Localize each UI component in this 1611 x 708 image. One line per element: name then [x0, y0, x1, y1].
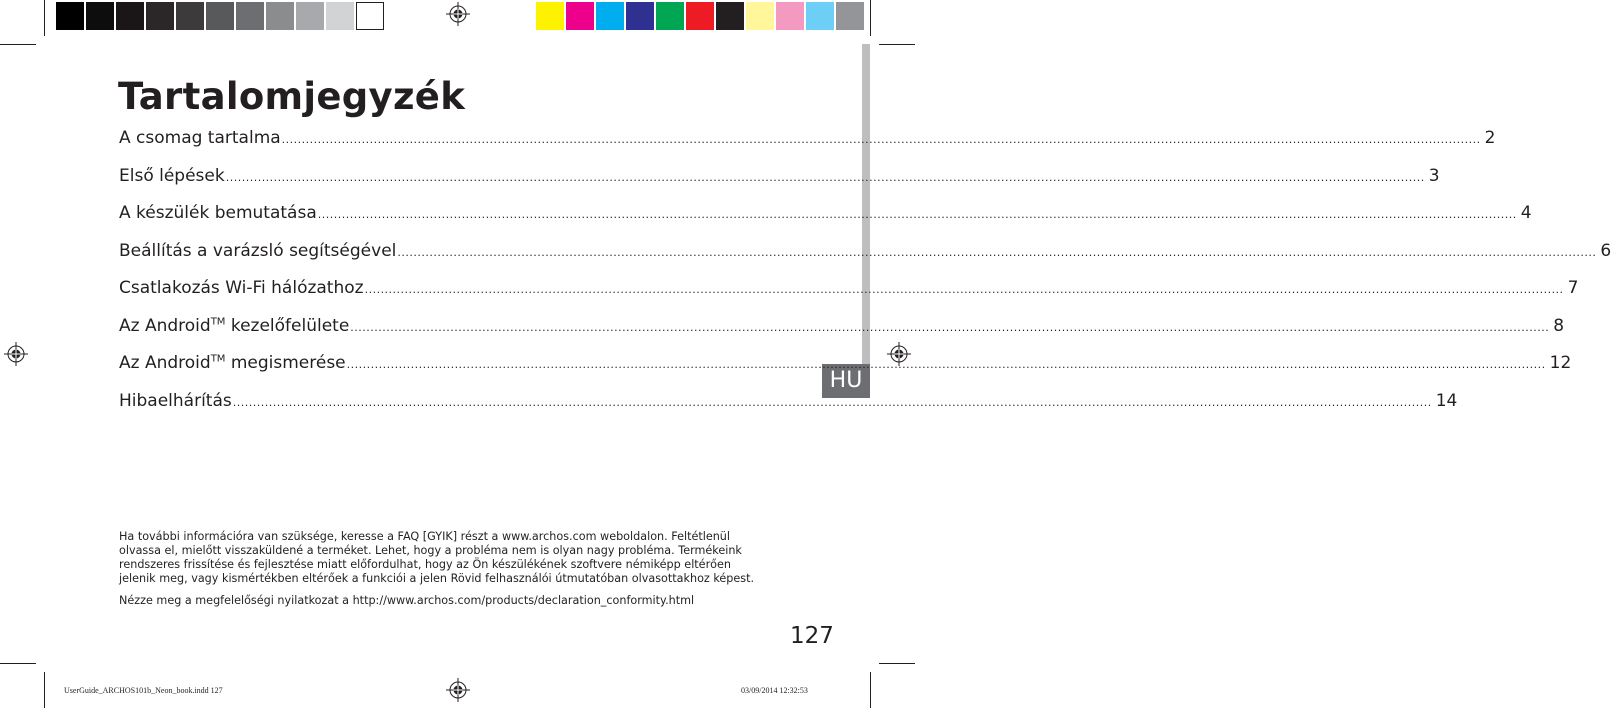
color-swatch: [626, 2, 654, 30]
color-swatch: [206, 2, 234, 30]
color-swatch: [326, 2, 354, 30]
toc-leader-dots: ............................................................................................................................................................................................................................................................................................................: [225, 170, 1425, 184]
toc-page-number: 6: [1600, 240, 1611, 261]
color-swatch: [356, 2, 384, 30]
color-swatch: [176, 2, 204, 30]
info-line: olvassa el, mielőtt visszaküldené a terméket. Lehet, hogy a probléma nem is olyan nagy probléma. Termékeink: [119, 544, 742, 557]
registration-mark-icon: [446, 2, 470, 26]
toc-leader-dots: ............................................................................................................................................................................................................................................................................................................: [317, 208, 1517, 221]
crop-mark-bottom-right-vertical: [870, 672, 871, 708]
trademark-superscript: TM: [210, 353, 226, 365]
crop-mark-bottom-left-vertical: [44, 672, 45, 708]
toc-entry-label: A csomag tartalma: [119, 128, 281, 148]
chapter-side-bar: [862, 44, 870, 364]
info-line: jelenik meg, vagy kismértékben eltérőek a funkciói a jelen Rövid felhasználói útmutatóban olvasottakhoz képest.: [119, 572, 755, 585]
color-swatch: [596, 2, 624, 30]
toc-page-number: 12: [1549, 353, 1572, 373]
color-swatch: [806, 2, 834, 30]
toc-entry[interactable]: [119, 353, 1572, 377]
color-swatch: [836, 2, 864, 30]
trademark-superscript: TM: [210, 315, 226, 327]
color-swatch: [296, 2, 324, 30]
toc-leader-dots: ............................................................................................................................................................................................................................................................................................................: [397, 245, 1597, 259]
color-swatch: [656, 2, 684, 30]
toc-leader-dots: ............................................................................................................................................................................................................................................................................................................: [281, 133, 1481, 146]
language-tab: HU: [822, 364, 870, 398]
page-title: Tartalomjegyzék: [118, 75, 466, 118]
color-swatch: [86, 2, 114, 30]
toc-page-number: 7: [1567, 278, 1579, 298]
color-swatch: [716, 2, 744, 30]
color-swatch: [566, 2, 594, 30]
toc-page-number: 4: [1520, 203, 1532, 223]
toc-page-number: 2: [1484, 128, 1496, 148]
toc-leader-dots: ............................................................................................................................................................................................................................................................................................................: [350, 320, 1550, 334]
toc-entry-label: Az Android™ megismerése: [119, 353, 346, 373]
toc-entry[interactable]: [119, 165, 1440, 190]
toc-entry[interactable]: [119, 390, 1458, 415]
toc-entry-label: Hibaelhárítás: [119, 390, 232, 411]
color-swatch: [146, 2, 174, 30]
page-number: 127: [790, 623, 834, 649]
toc-entry-label: Csatlakozás Wi-Fi hálózathoz: [119, 278, 364, 298]
declaration-line: Nézze meg a megfelelőségi nyilatkozat a http://www.archos.com/products/declaration_conformity.html: [119, 594, 695, 607]
toc-page-number: 8: [1553, 315, 1565, 336]
slug-file-info: UserGuide_ARCHOS101b_Neon_book.indd 127: [64, 686, 223, 695]
toc-entry[interactable]: [119, 278, 1579, 302]
crop-mark-top-right-horizontal: [879, 44, 915, 45]
color-swatch: [776, 2, 804, 30]
color-swatch: [266, 2, 294, 30]
crop-mark-bottom-right-horizontal: [879, 663, 915, 664]
color-swatch: [686, 2, 714, 30]
color-bar: [536, 2, 866, 30]
toc-entry[interactable]: [119, 240, 1611, 265]
info-line: rendszeres frissítése és fejlesztése miatt előfordulhat, hogy az Ön készülékének szoftvere némiképp eltérően: [119, 558, 731, 571]
crop-mark-bottom-left-horizontal: [0, 663, 36, 664]
color-swatch: [236, 2, 264, 30]
color-swatch: [116, 2, 144, 30]
toc-entry[interactable]: [119, 315, 1565, 340]
toc-page-number: 3: [1428, 165, 1440, 186]
toc-leader-dots: ............................................................................................................................................................................................................................................................................................................: [232, 395, 1432, 409]
toc-leader-dots: ............................................................................................................................................................................................................................................................................................................: [346, 358, 1546, 371]
toc-entry-label: Beállítás a varázsló segítségével: [119, 240, 397, 261]
info-line: Ha további információra van szüksége, keresse a FAQ [GYIK] részt a www.archos.com weboldalon. Feltétlenül: [119, 530, 731, 543]
crop-mark-top-left-horizontal: [0, 44, 36, 45]
gray-scale-bar: [56, 2, 386, 30]
slug-date-info: 03/09/2014 12:32:53: [741, 686, 808, 695]
crop-mark-top-right-vertical: [870, 0, 871, 36]
color-swatch: [536, 2, 564, 30]
registration-mark-icon: [446, 678, 470, 702]
toc-entry-label: A készülék bemutatása: [119, 203, 317, 223]
toc-entry-label: Első lépések: [119, 165, 225, 186]
color-swatch: [746, 2, 774, 30]
toc-entry-label: Az Android™ kezelőfelülete: [119, 315, 350, 336]
toc-entry[interactable]: [119, 128, 1496, 152]
toc-entry[interactable]: [119, 203, 1532, 227]
crop-mark-top-left-vertical: [44, 0, 45, 36]
registration-mark-icon: [4, 342, 28, 366]
toc-page-number: 14: [1435, 390, 1458, 411]
color-swatch: [56, 2, 84, 30]
info-paragraph: [119, 530, 799, 586]
toc-leader-dots: ............................................................................................................................................................................................................................................................................................................: [364, 283, 1564, 296]
